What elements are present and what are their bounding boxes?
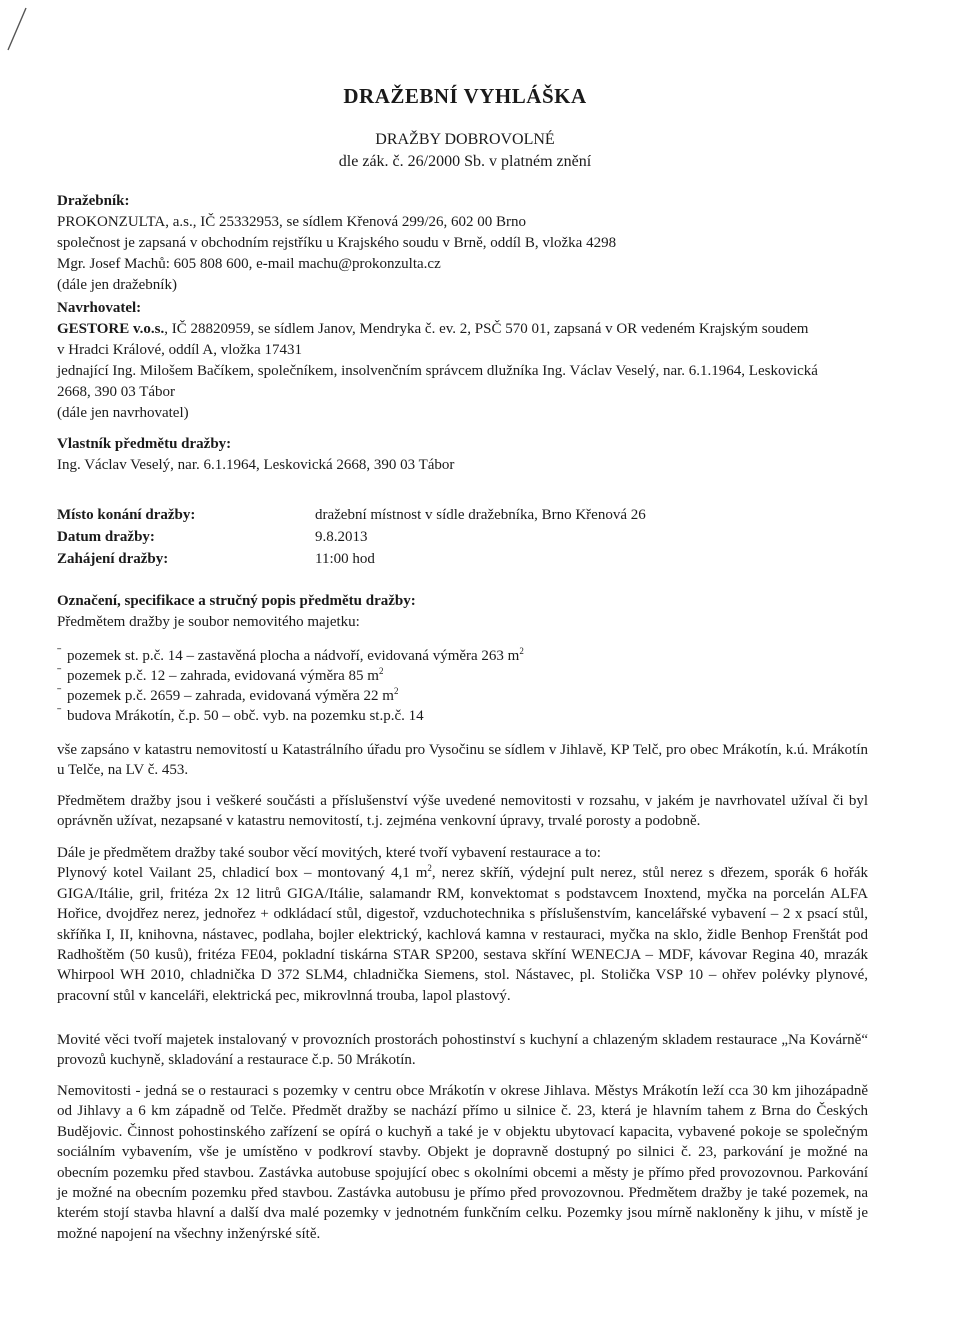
auctioneer-line: Mgr. Josef Machů: 605 808 600, e-mail machu@prokonzulta.cz bbox=[57, 256, 441, 272]
auctioneer-heading: Dražebník: bbox=[57, 193, 130, 209]
property-item: ˉ pozemek st. p.č. 14 – zastavěná plocha a nádvoří, evidovaná výměra 263 $m^2$ bbox=[57, 644, 524, 664]
auction-type: DRAŽBY DOBROVOLNÉ bbox=[375, 131, 555, 148]
subject-section bbox=[57, 591, 902, 633]
proposer-line: jednající Ing. Milošem Bačíkem, společníkem, insolvenčním správcem dlužníka Ing. Václav Veselý, nar. 6.1.1964, Leskovická bbox=[57, 363, 818, 379]
proposer-heading: Navrhovatel: bbox=[57, 300, 142, 316]
auctioneer-line: společnost je zapsaná v obchodním rejstříku u Krajského soudu v Brně, oddíl B, vložka 4298 bbox=[57, 235, 617, 251]
proposer-name: GESTORE v.o.s. bbox=[57, 321, 165, 337]
document-title: DRAŽEBNÍ VYHLÁŠKA bbox=[343, 84, 587, 108]
auctioneer-line: (dále jen dražebník) bbox=[57, 277, 177, 293]
law-reference: dle zák. č. 26/2000 Sb. v platném znění bbox=[338, 153, 592, 170]
proposer-line: (dále jen navrhovatel) bbox=[57, 405, 189, 421]
movables-paragraph: Dále je předmětem dražby také soubor věcí movitých, které tvoří vybavení restaurace a to: Plynový kotel Vailant 25, chladicí box – montovaný 4,1 $m^2$, nerez skříň, výdejní pult nerez, stůl nerez s dřezem, sporák 6 hořák GIGA/Itálie, gril, fritéza 2x 12 litrů GIGA/Itálie, salamandr RM, konvektomat s podstavcem Inoxtend, myčka na porcelán ALFA Hořice, dvojdřez nerez, jednořez + odkládací stůl, digestoř, vzduchotechnika s příslušenstvím, kancelářské vybavení – 2 x psací stůl, skříňka I, II, knihovna, nástavec, podlaha, bojler elektrický, kachlová kamna v restauraci, myčka na sklo, židle Benhop Frenštát pod Radhoštěm (50 kusů), fritéza FE04, pokladní tiskárna STAR SP200, sestava skříní WENECJA – MDF, kávovar Regina 40, mrazák Whirpool WH 2010, chladnička D 372 SLM4, chladnička Siemens, stol. Nástavec, pl. Stolička VSP 10 – ohřev polévky plynové, pracovní stůl v kanceláři, elektrická pec, mikrovlnná trouba, lapol plastový. bbox=[57, 845, 868, 1004]
detail-label: Datum dražby: bbox=[57, 529, 155, 545]
proposer-line: , IČ 28820959, se sídlem Janov, Mendryka č. ev. 2, PSČ 570 01, zapsaná v OR vedeném Krajským soudem bbox=[164, 321, 809, 337]
detail-value: dražební místnost v sídle dražebníka, Brno Křenová 26 bbox=[315, 507, 646, 523]
property-item: ˉ pozemek p.č. 2659 – zahrada, evidovaná výměra 22 $m^2$ bbox=[57, 684, 399, 704]
auctioneer-section bbox=[57, 191, 902, 296]
proposer-section bbox=[57, 298, 902, 424]
detail-value: 11:00 hod bbox=[315, 551, 375, 567]
owner-heading: Vlastník předmětu dražby: bbox=[57, 436, 232, 452]
subject-intro: Předmětem dražby je soubor nemovitého majetku: bbox=[57, 614, 360, 630]
detail-label: Místo konání dražby: bbox=[57, 507, 196, 523]
owner-line: Ing. Václav Veselý, nar. 6.1.1964, Leskovická 2668, 390 03 Tábor bbox=[57, 457, 455, 473]
property-item: ˉ budova Mrákotín, č.p. 50 – obč. vyb. na pozemku st.p.č. 14 bbox=[57, 704, 424, 724]
cadastre-paragraph: vše zapsáno v katastru nemovitostí u Katastrálního úřadu pro Vysočinu se sídlem v Jihlavě, KP Telč, pro obec Mrákotín, k.ú. Mrákotín u Telče, na LV č. 453. bbox=[57, 742, 868, 779]
movables-location-paragraph: Movité věci tvoří majetek instalovaný v provozních prostorách pohostinství s kuchyní a chlazeným skladem restaurace „Na Kovárně“ provozů kuchyně, skladování a restaurace č.p. 50 Mrákotín. bbox=[57, 1032, 868, 1069]
owner-section bbox=[57, 434, 902, 476]
proposer-line: 2668, 390 03 Tábor bbox=[57, 384, 176, 400]
property-item: ˉ pozemek p.č. 12 – zahrada, evidovaná výměra 85 $m^2$ bbox=[57, 664, 384, 684]
proposer-line: v Hradci Králové, oddíl A, vložka 17431 bbox=[57, 342, 302, 358]
subject-heading: Označení, specifikace a stručný popis předmětu dražby: bbox=[57, 593, 416, 609]
detail-label: Zahájení dražby: bbox=[57, 551, 169, 567]
accessories-paragraph: Předmětem dražby jsou i veškeré součásti a příslušenství výše uvedené nemovitosti v rozsahu, v jakém je navrhovatel užíval či byl oprávněn užívat, nezapsané v katastru nemovitostí, t.j. zejména venkovní úpravy, trvalé porosty a podobně. bbox=[57, 793, 868, 830]
movables-intro: Dále je předmětem dražby také soubor věcí movitých, které tvoří vybavení restaurace a to: bbox=[57, 845, 601, 861]
detail-value: 9.8.2013 bbox=[315, 529, 368, 545]
auctioneer-line: PROKONZULTA, a.s., IČ 25332953, se sídlem Křenová 299/26, 602 00 Brno bbox=[57, 214, 527, 230]
property-description-paragraph: Nemovitosti - jedná se o restauraci s pozemky v centru obce Mrákotín v okrese Jihlava. Městys Mrákotín leží cca 30 km jihozápadně od Jihlavy a 6 km západně od Telče. Předmět dražby se nachází přímo u silnice č. 23, která je hlavním tahem z Brna do Českých Budějovic. Činnost pohostinského zařízení se opírá o kuchyň a také je v objektu ubytovací kapacita, vybavené pokoje se společným sociálním vybavením, vše je umístěno v podkroví stavby. Objekt je dopravně dostupný po silnici č. 23, parkování je možné na obecním pozemku před stavbou. Zastávka autobuse spojující obec s okolními obcemi a městy je přímo před provozovnou. Parkování je možné na obecním pozemku před stavbou. Zastávka autobusu je přímo před provozovnou. Předmětem dražby je také pozemek, na kterém stojí stavba hlavní a další dva malé pozemky v jednotném funkčním celku. Pozemky jsou mírně nakloněny k jihu, v místě je možné napojení na všechny inženýrské sítě. bbox=[57, 1083, 868, 1242]
pen-stroke-mark bbox=[0, 0, 60, 60]
